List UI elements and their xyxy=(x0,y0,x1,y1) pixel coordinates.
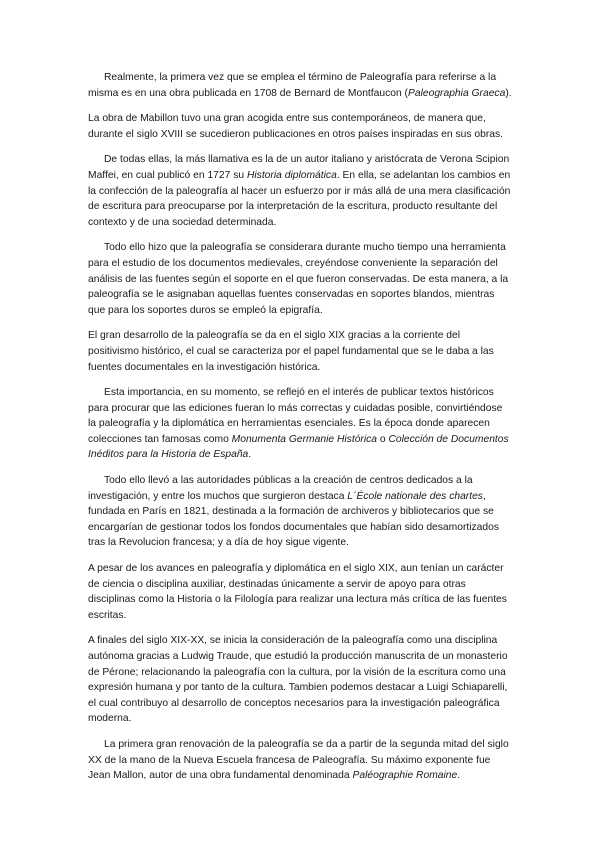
paragraph xyxy=(88,328,512,375)
paragraph xyxy=(88,240,512,318)
italic-title-text: L´École nationale des chartes xyxy=(347,490,483,502)
paragraph-text: Todo ello llevó a las autoridades públicas a la creación de centros dedicados a la investigación, y entre los muchos que surgieron destaca xyxy=(88,475,473,502)
paragraph-text: Todo ello hizo que la paleografía se considerara durante mucho tiempo una herramienta para el estudio de los documentos medievales, creyéndose conveniente la separación del análisis de las fuentes según el soporte en el que fueron conservadas. De esta manera, a la paleografía se le asignaban aquellas fuentes conservadas en soportes blandos, mientras que para los soportes duros se empleó la epigrafía. xyxy=(88,242,509,316)
italic-title-text: Historia diplomática xyxy=(246,169,337,181)
paragraph xyxy=(88,111,512,142)
paragraph xyxy=(88,152,512,230)
paragraph xyxy=(88,561,512,623)
paragraph-text: o xyxy=(377,433,389,445)
paragraph-text: Esta importancia, en su momento, se reflejó en el interés de publicar textos históricos para procurar que las ediciones fueran lo más correctas y cuidadas posible, convirtiéndose la paleografía y la diplomática en herramientas esenciales. Es la época donde aparecen colecciones tan famosas como xyxy=(88,387,503,445)
paragraph-text: . En ella, se adelantan los cambios en la confección de la paleografía al hacer un esfuerzo por ir más allá de una mera clasificación de escritura para preocuparse por la interpretación de la escritura, producto resultante del contexto y de una sociedad determinada. xyxy=(88,169,511,228)
document-page xyxy=(88,70,512,794)
paragraph xyxy=(88,473,512,551)
paragraph-text: A finales del siglo XIX-XX, se inicia la consideración de la paleografía como una disciplina autónoma gracias a Ludwig Traude, que estudió la producción manuscrita de un monasterio de Pérone; relacionando la paleografía con la cultura, por la visión de la escritura como una expresión humana y por tanto de la cultura. Tambien podemos destacar a Luigi Schiaparelli, el cual contribuyo al desarrollo de conceptos necesarios para la investigación paleográfica moderna. xyxy=(88,635,508,725)
paragraph-text: La obra de Mabillon tuvo una gran acogida entre sus contemporáneos, de manera que, durante el siglo XVIII se sucedieron publicaciones en otros países inspiradas en sus obras. xyxy=(88,113,503,140)
paragraph xyxy=(88,70,512,101)
paragraph-text: A pesar de los avances en paleografía y diplomática en el siglo XIX, aun tenían un carácter de ciencia o disciplina auxiliar, destinadas únicamente a servir de apoyo para otras disciplinas como la Historia o la Filología para realizar una lectura más crítica de las fuentes escritas. xyxy=(88,563,507,621)
paragraph xyxy=(88,385,512,463)
paragraph-text: , fundada en París en 1821, destinada a la formación de archiveros y bibliotecarios que se encargarían de gestionar todos los fondos documentales que habían sido desamortizados tras la Revolucion francesa; y a día de hoy sigue vigente. xyxy=(88,490,500,549)
paragraph-text: De todas ellas, la más llamativa es la de un autor italiano y aristócrata de Verona Scipion Maffei, en cual publicó en 1727 su xyxy=(88,154,510,181)
paragraph-text: Realmente, la primera vez que se emplea el término de Paleografía para referirse a la misma es en una obra publicada en 1708 de Bernard de Montfaucon ( xyxy=(88,72,497,99)
paragraph xyxy=(88,633,512,727)
paragraph-text: . xyxy=(248,449,252,461)
italic-title-text: Paleographia Graeca xyxy=(407,87,506,99)
italic-title-text: Colección de Documentos Inéditos para la Historia de España xyxy=(88,433,509,461)
paragraph-text: La primera gran renovación de la paleografía se da a partir de la segunda mitad del siglo XX de la mano de la Nueva Escuela francesa de Paleografía. Su máximo exponente fue Jean Mallon, autor de una obra fundamental denominada xyxy=(88,738,509,782)
paragraph-text: . xyxy=(457,770,461,782)
paragraph-text: El gran desarrollo de la paleografía se da en el siglo XIX gracias a la corriente del positivismo histórico, el cual se caracteriza por el papel fundamental que se le daba a las fuentes documentales en la investigación histórica. xyxy=(88,330,494,373)
italic-title-text: Monumenta Germanie Histórica xyxy=(231,433,378,445)
paragraph xyxy=(88,737,512,784)
paragraph-text: ). xyxy=(505,87,512,99)
italic-title-text: Paléographie Romaine xyxy=(352,770,458,782)
